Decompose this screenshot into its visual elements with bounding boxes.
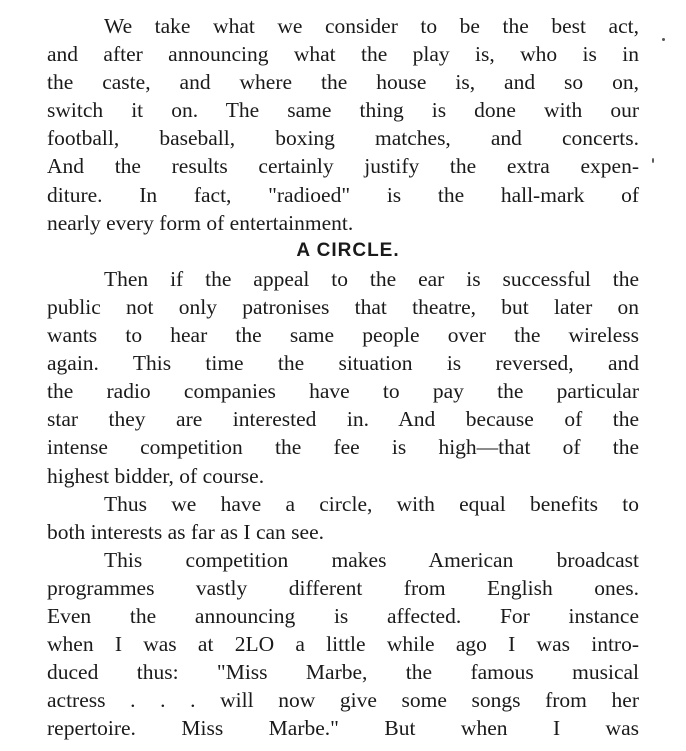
article-page: [47, 12, 639, 742]
text-line: Even the announcing is affected. For instance: [47, 603, 639, 628]
text-line: We take what we consider to be the best act,: [104, 14, 639, 38]
print-speck: [662, 38, 665, 41]
text-line: when I was at 2LO a little while ago I was intro-: [47, 632, 639, 657]
text-line: the radio companies have to pay the particular: [47, 379, 639, 404]
text-line: duced thus: "Miss Marbe, the famous musical: [47, 660, 639, 685]
section-heading: A CIRCLE.: [296, 239, 400, 261]
text-line: And the results certainly justify the extra expen-: [47, 154, 639, 179]
paragraph-competition: [47, 546, 639, 743]
text-line: football, baseball, boxing matches, and concerts.: [47, 126, 639, 151]
text-line: star they are interested in. And because of the: [47, 407, 639, 432]
paragraph-appeal: [47, 265, 639, 490]
text-line: actress . . . will now give some songs from her: [47, 688, 639, 713]
text-line: nearly every form of entertainment.: [47, 210, 354, 235]
text-line: programmes vastly different from English ones.: [47, 575, 639, 600]
text-line: both interests as far as I can see.: [47, 519, 325, 544]
text-line: highest bidder, of course.: [47, 463, 265, 488]
paragraph-intro: [47, 12, 639, 237]
text-line: Then if the appeal to the ear is successful the: [104, 266, 639, 291]
print-speck: [652, 158, 654, 163]
text-line: the caste, and where the house is, and so on,: [47, 70, 639, 95]
text-line: repertoire. Miss Marbe." But when I was: [47, 716, 639, 741]
text-line: diture. In fact, "radioed" is the hall-mark of: [47, 182, 639, 207]
text-line: public not only patronises that theatre, but later on: [47, 294, 639, 319]
text-line: This competition makes American broadcast: [104, 547, 639, 572]
text-line: wants to hear the same people over the wireless: [47, 323, 639, 348]
text-line: and after announcing what the play is, who is in: [47, 42, 639, 67]
text-line: switch it on. The same thing is done with our: [47, 98, 639, 123]
text-line: intense competition the fee is high—that of the: [47, 435, 639, 460]
paragraph-circle: [47, 490, 639, 546]
text-line: again. This time the situation is reversed, and: [47, 351, 639, 376]
text-line: Thus we have a circle, with equal benefits to: [104, 491, 639, 516]
